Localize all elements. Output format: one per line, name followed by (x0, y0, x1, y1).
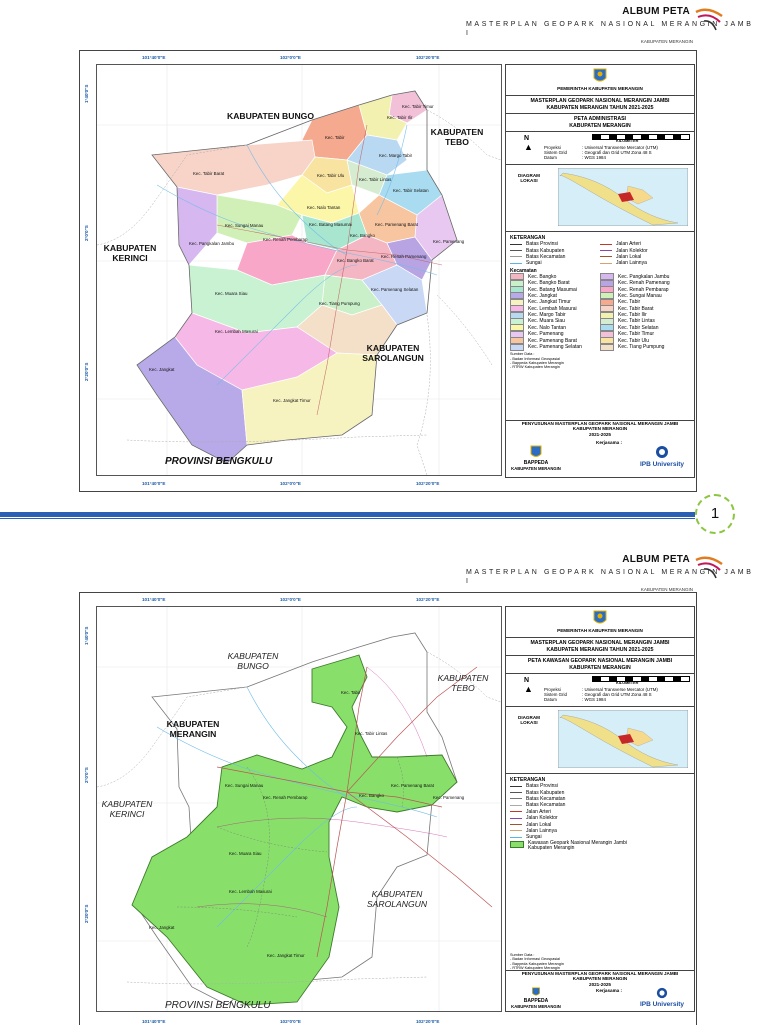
legend-line-label: Sungai (526, 834, 542, 841)
legend-kecamatan-label: Kec. Jangkat (528, 292, 557, 299)
coord-left-1: 1°40'0"S (84, 626, 89, 645)
district-label: Kec. Renah Pamenang (381, 254, 427, 259)
project-title: MASTERPLAN GEOPARK NASIONAL MERANGIN JAMBI (530, 640, 670, 646)
page-number-badge: 1 (695, 494, 735, 534)
location-inset-map (558, 168, 688, 226)
legend-keterangan (506, 232, 694, 373)
region-label-kerinci: KABUPATEN KERINCI (103, 243, 157, 263)
coord-bottom-2: 102°0'0"E (280, 481, 301, 486)
legend-line-swatch (600, 250, 612, 251)
district-label: Kec. Tabir Lintas (355, 731, 388, 736)
legend-line-label: Batas Provinsi (526, 783, 558, 790)
legend-kecamatan-label: Kec. Jangkat Timur (528, 299, 571, 306)
legend-kecamatan-label: Kec. Pamenang Selatan (528, 344, 582, 351)
region-label-sarolangun: KABUPATEN SAROLANGUN (362, 343, 424, 363)
region-label-merangin: KABUPATEN MERANGIN (166, 719, 220, 739)
coord-left-1: 1°40'0"S (84, 84, 89, 103)
project-title-block (506, 96, 694, 114)
district-label: Kec. Tabir Selatan (393, 188, 429, 193)
album-subtitle: MASTERPLAN GEOPARK NASIONAL MERANGIN JAMB (466, 21, 754, 28)
district-label: Kec. Jangkat Timur (267, 953, 305, 958)
map-legend-panel (505, 64, 695, 478)
legend-line-label: Jalan Kolektor (526, 815, 558, 822)
legend-line-swatch (600, 244, 612, 245)
location-diagram-block (506, 165, 694, 232)
legend-line-swatch (510, 830, 522, 831)
district-label: Kec. Sungai Manau (225, 783, 264, 788)
legend-kecamatan-label: Kec. Pamenang Barat (528, 337, 577, 344)
project-title-block (506, 638, 694, 656)
district-label: Kec. Pangkalan Jambu (189, 241, 235, 246)
legend-line-label: Jalan Arteri (526, 808, 552, 815)
coord-bottom-2: 102°0'0"E (280, 1019, 301, 1024)
album-title: ALBUM PETA (622, 6, 690, 17)
district-label: Kec. Tabir (325, 135, 345, 140)
legend-boundaries (510, 241, 600, 267)
legend-kecamatan-label: Kec. Tabir Timur (618, 331, 655, 338)
legend-line-swatch (510, 811, 522, 812)
legend-kecamatan-label: Kec. Tabir Barat (618, 305, 654, 312)
north-arrow-icon: N ▲ (524, 677, 533, 694)
gov-name: PEMERINTAH KABUPATEN MERANGIN (557, 86, 643, 91)
legend-line-swatch (510, 263, 522, 264)
geopark-map-svg (97, 607, 501, 1011)
legend-kecamatan-right (600, 274, 690, 351)
map-sheet-geopark (79, 592, 697, 1025)
legend-lines (510, 783, 690, 841)
project-year: KABUPATEN MERANGIN TAHUN 2021-2025 (546, 646, 654, 653)
district-label: Kec. Renah Pembarap (263, 237, 308, 242)
district-label: Kec. Margo Tabir (379, 153, 413, 158)
album-tiny-caption: KABUPATEN MERANGIN (640, 39, 693, 44)
coord-top-3: 102°20'0"E (416, 597, 440, 602)
kawasan-swatch (510, 841, 524, 848)
district-label: Kec. Lembah Masurai (229, 889, 272, 894)
projection-labels: Proyeksi Sistem Grid Datum (544, 145, 567, 160)
legend-kecamatan-label: Kec. Pangkalan Jambu (618, 273, 670, 280)
penyusunan-block: PENYUSUNAN MASTERPLAN GEOPARK NASIONAL MERANGIN JAMBI KABUPATEN MERANGIN 2021-2025 Kerjasama : BAPPEDA KABUPATEN MERANGIN IPB University (506, 970, 694, 1011)
legend-kawasan: Kawasan Geopark Nasional Merangin Jambi Kabupaten Merangin (510, 841, 690, 853)
legend-line-label: Jalan Lainnya (616, 260, 647, 267)
projection-values: : Universal Transverse Mercator (UTM) : Geografi dan Grid UTM Zona 48 S : WGS 1984 (582, 145, 658, 160)
legend-kecamatan-label: Kec. Tabir Selatan (618, 324, 659, 331)
legend-kecamatan-label: Kec. Renah Pamenang (618, 280, 670, 287)
legend-kecamatan-label: Kec. Tabir Ulu (618, 337, 650, 344)
album-logo-icon (694, 554, 724, 580)
region-label-tebo: KABUPATEN TEBO (430, 127, 484, 147)
region-label-tebo: KABUPATEN TEBO (437, 673, 489, 693)
album-tiny-caption: KABUPATEN MERANGIN (640, 587, 693, 592)
map-canvas-administrasi[interactable] (96, 64, 502, 476)
legend-kecamatan-left (510, 274, 600, 351)
kerjasama-label: Kerjasama : (596, 988, 623, 993)
coord-left-3: 2°20'0"S (84, 362, 89, 381)
legend-kecamatan-heading: Kecamatan (510, 267, 537, 274)
coord-bottom-3: 102°20'0"E (416, 1019, 440, 1024)
legend-kecamatan-label: Kec. Margo Tabir (528, 312, 566, 319)
legend-kecamatan-label: Kec. Tiang Pumpung (618, 344, 665, 351)
legend-kecamatan-label: Kec. Lembah Masurai (528, 305, 577, 312)
legend-kecamatan-label: Kec. Bangko Barat (528, 280, 570, 287)
scale-bar (592, 676, 690, 682)
district-label: Kec. Tabir Lintas (359, 177, 392, 182)
gov-logo-block (506, 65, 694, 96)
album-subtitle: MASTERPLAN GEOPARK NASIONAL MERANGIN JAMB (466, 569, 754, 576)
district-label: Kec. Jangkat (149, 925, 175, 930)
bappeda-emblem-icon (530, 445, 542, 459)
map-title: PETA ADMINISTRASI (574, 116, 626, 122)
coord-bottom-1: 101°40'0"E (142, 1019, 166, 1024)
legend-kecamatan-label: Kec. Tabir (618, 299, 641, 306)
legend-kecamatan-label: Kec. Tabir Lintas (618, 318, 655, 325)
bappeda-logo: BAPPEDA KABUPATEN MERANGIN (508, 445, 564, 471)
legend-line-label: Batas Kabupaten (526, 247, 565, 254)
district-label: Kec. Jangkat Timur (273, 398, 311, 403)
album-title: ALBUM PETA (622, 554, 690, 565)
legend-line-label: Batas Kecamatan (526, 795, 566, 802)
region-label-bengkulu: PROVINSI BENGKULU (165, 456, 273, 467)
legend-roads (600, 241, 690, 267)
album-logo-icon (694, 6, 724, 32)
scale-projection-block (506, 132, 694, 165)
district-label: Kec. Pamenang (433, 795, 465, 800)
ipb-logo: IPB University (634, 445, 690, 468)
district-label: Kec. Pamenang Selatan (371, 287, 419, 292)
location-inset-map (558, 710, 688, 768)
album-subtitle-overflow: I (466, 30, 468, 37)
ipb-emblem-icon (655, 445, 669, 459)
district-label: Kec. Tabir (341, 690, 361, 695)
district-label: Kec. Tabir Ulu (317, 173, 345, 178)
coord-bottom-3: 102°20'0"E (416, 481, 440, 486)
legend-line-label: Batas Provinsi (526, 241, 558, 248)
scale-bar (592, 134, 690, 140)
project-title: MASTERPLAN GEOPARK NASIONAL MERANGIN JAMBI (530, 98, 670, 104)
legend-line-swatch (510, 798, 522, 799)
region-label-kerinci: KABUPATEN KERINCI (101, 799, 153, 819)
legend-kecamatan-label: Kec. Sungai Manau (618, 292, 662, 299)
diagram-title: DIAGRAM LOKASI (518, 173, 540, 183)
scale-unit: KILOMETER (616, 139, 639, 143)
kerjasama-label: Kerjasama : (596, 440, 623, 445)
legend-line-item (600, 260, 690, 266)
district-label: Kec. Sungai Manau (225, 223, 264, 228)
district-label: Kec. Batang Masumai (309, 222, 352, 227)
legend-line-label: Jalan Lainnya (526, 827, 557, 834)
district-label: Kec. Tabir Timur (402, 104, 434, 109)
scale-unit: KILOMETER (616, 681, 639, 685)
album-subtitle-overflow: I (466, 578, 468, 585)
legend-kecamatan-label: Kec. Pamenang (528, 331, 564, 338)
legend-line-swatch (510, 250, 522, 251)
legend-kecamatan-label: Kec. Bangko (528, 273, 557, 280)
legend-kecamatan-label: Kec. Tabir Ilir (618, 312, 647, 319)
coord-top-2: 102°0'0"E (280, 597, 301, 602)
legend-line-swatch (510, 805, 522, 806)
district-label: Kec. Bangko (350, 233, 375, 238)
district-label: Kec. Tiang Pumpung (319, 301, 360, 306)
legend-line-swatch (510, 786, 522, 787)
district-label: Kec. Nalo Tantan (307, 205, 341, 210)
coord-left-3: 2°20'0"S (84, 904, 89, 923)
district-label: Kec. Muara Siau (229, 851, 262, 856)
legend-line-swatch (510, 792, 522, 793)
legend-kecamatan-swatch (510, 344, 524, 351)
ipb-emblem-icon (656, 987, 668, 999)
map-title-sub: KABUPATEN MERANGIN (569, 664, 631, 671)
district-label: Kec. Tabir Barat (193, 171, 225, 176)
coord-top-2: 102°0'0"E (280, 55, 301, 60)
district-label: Kec. Muara Siau (215, 291, 248, 296)
data-source: Sumber Data : - Badan Informasi Geospasial - Bappeda Kabupaten Merangin - RTRW Kabupaten Merangin (510, 953, 564, 971)
region-label-bengkulu: PROVINSI BENGKULU (165, 1000, 271, 1011)
district-label: Kec. Renah Pembarap (263, 795, 308, 800)
legend-line-label: Batas Kabupaten (526, 789, 565, 796)
projection-labels: Proyeksi Sistem Grid Datum (544, 687, 567, 702)
legend-line-item (510, 260, 600, 266)
coord-left-2: 2°0'0"S (84, 225, 89, 241)
district-label: Kec. Bangko (359, 793, 384, 798)
district-label: Kec. Lembah Masurai (215, 329, 258, 334)
projection-values: : Universal Transverse Mercator (UTM) : Geografi dan Grid UTM Zona 48 S : WGS 1984 (582, 687, 658, 702)
legend-line-swatch (510, 837, 522, 838)
legend-line-label: Sungai (526, 260, 542, 267)
page-divider-line (0, 518, 695, 519)
page-1 (0, 0, 768, 512)
legend-kecamatan-label: Kec. Nalo Tantan (528, 324, 566, 331)
diagram-title: DIAGRAM LOKASI (518, 715, 540, 725)
legend-line-swatch (510, 818, 522, 819)
district-label: Kec. Jangkat (149, 367, 175, 372)
region-label-sarolangun: KABUPATEN SAROLANGUN (366, 889, 428, 909)
page-divider-bar (0, 512, 695, 517)
legend-heading: KETERANGAN (510, 235, 546, 241)
legend-line-label: Batas Kecamatan (526, 802, 566, 809)
district-label: Kec. Pamenang Barat (375, 222, 418, 227)
legend-line-label: Jalan Kolektor (616, 247, 648, 254)
map-title-block (506, 114, 694, 132)
merangin-emblem-icon (593, 68, 607, 84)
data-source: Sumber Data : - Badan Informasi Geospasial - Bappeda Kabupaten Merangin - RTRW Kabupaten Merangin (510, 352, 564, 370)
map-legend-panel (505, 606, 695, 1012)
location-diagram-block (506, 707, 694, 774)
region-label-bungo: KABUPATEN BUNGO (227, 111, 315, 121)
coord-top-1: 101°40'0"E (142, 597, 166, 602)
gov-logo-block (506, 607, 694, 638)
legend-line-swatch (510, 256, 522, 257)
legend-kecamatan-item (600, 344, 690, 350)
ipb-logo: IPB University (634, 987, 690, 1008)
legend-kecamatan-label: Kec. Renah Pembarap (618, 286, 669, 293)
district-label: Kec. Pamenang Barat (391, 783, 434, 788)
legend-line-swatch (510, 824, 522, 825)
legend-kecamatan-label: Kec. Muara Siau (528, 318, 565, 325)
map-sheet-administrasi (79, 50, 697, 492)
map-title-block (506, 656, 694, 674)
penyusunan-block: PENYUSUNAN MASTERPLAN GEOPARK NASIONAL MERANGIN JAMBI KABUPATEN MERANGIN 2021-2025 Kerjasama : BAPPEDA KABUPATEN MERANGIN IPB University (506, 420, 694, 477)
map-title-sub: KABUPATEN MERANGIN (569, 122, 631, 129)
map-title: PETA KAWASAN GEOPARK NASIONAL MERANGIN JAMBI (527, 658, 673, 664)
legend-line-swatch (600, 263, 612, 264)
legend-kecamatan-item (510, 344, 600, 350)
legend-line-label: Jalan Arteri (616, 241, 642, 248)
legend-line-swatch (600, 256, 612, 257)
merangin-emblem-icon (593, 610, 607, 626)
coord-left-2: 2°0'0"S (84, 767, 89, 783)
coord-bottom-1: 101°40'0"E (142, 481, 166, 486)
legend-keterangan (506, 774, 694, 856)
legend-kecamatan-swatch (600, 344, 614, 351)
bappeda-emblem-icon (531, 987, 541, 997)
district-label: Kec. Tabir Ilir (387, 115, 413, 120)
coord-top-3: 102°20'0"E (416, 55, 440, 60)
legend-line-label: Jalan Lokal (616, 253, 642, 260)
legend-heading: KETERANGAN (510, 777, 546, 783)
north-arrow-icon: N ▲ (524, 135, 533, 152)
legend-line-label: Jalan Lokal (526, 821, 552, 828)
legend-kecamatan-label: Kec. Batang Masumai (528, 286, 577, 293)
page-2 (0, 548, 768, 1024)
region-label-bungo: KABUPATEN BUNGO (227, 651, 279, 671)
map-canvas-geopark[interactable] (96, 606, 502, 1012)
district-label: Kec. Bangko Barat (337, 258, 374, 263)
gov-name: PEMERINTAH KABUPATEN MERANGIN (557, 628, 643, 633)
legend-line-label: Batas Kecamatan (526, 253, 566, 260)
project-year: KABUPATEN MERANGIN TAHUN 2021-2025 (546, 104, 654, 111)
bappeda-logo: BAPPEDA KABUPATEN MERANGIN (508, 987, 564, 1009)
legend-line-swatch (510, 244, 522, 245)
district-label: Kec. Pamenang (433, 239, 465, 244)
scale-projection-block (506, 674, 694, 707)
coord-top-1: 101°40'0"E (142, 55, 166, 60)
